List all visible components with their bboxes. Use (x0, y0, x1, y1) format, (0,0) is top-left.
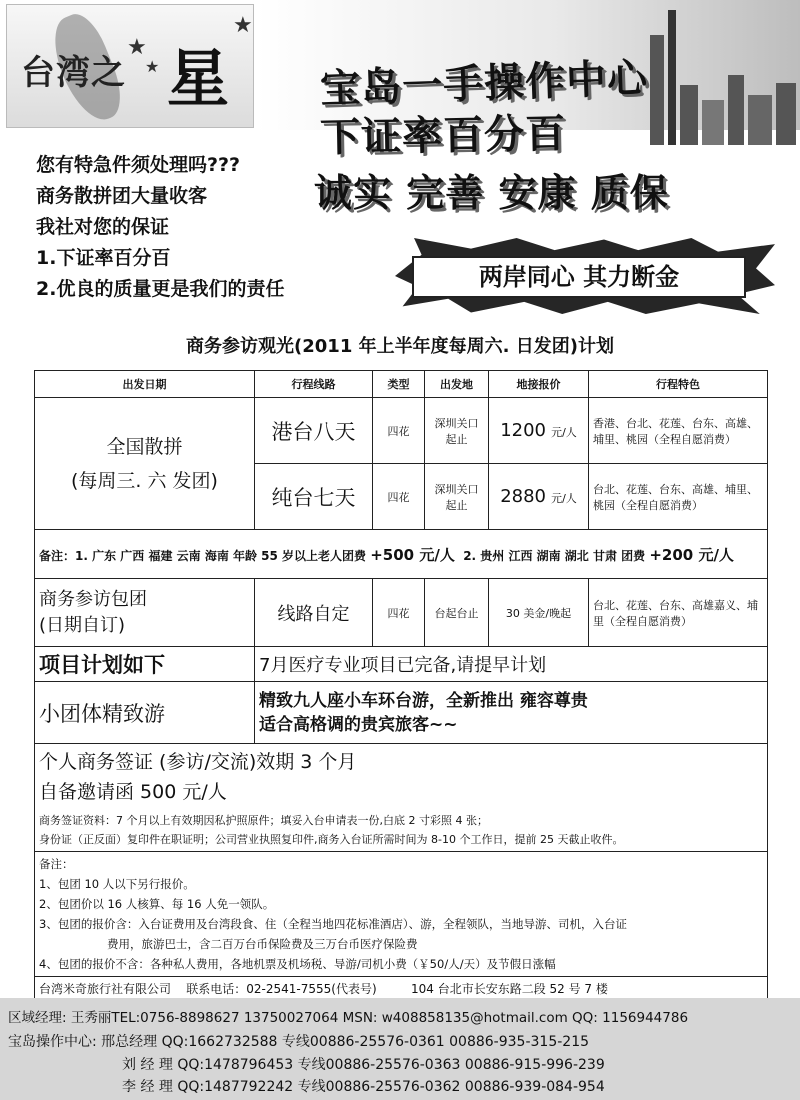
route-cell: 纯台七天 (255, 464, 373, 530)
visa-fee: 自备邀请函 500 元/人 (39, 780, 227, 803)
origin-cell: 深圳关口 起止 (425, 398, 489, 464)
logo (6, 4, 254, 128)
column-header: 出发日期 (35, 371, 255, 398)
price-cell (489, 398, 589, 464)
small-group-line: 适合高格调的贵宾旅客~~ (259, 714, 458, 735)
table-header-row (35, 371, 768, 398)
route-cell: 港台八天 (255, 398, 373, 464)
footer-line: 宝岛操作中心: 邢总经理 QQ:1662732588 专线00886-25576-0361 00886-935-315-215 (8, 1034, 590, 1050)
project-label: 项目计划如下 (35, 647, 255, 682)
itinerary-table (34, 370, 768, 1001)
remark-item: 4、包团的报价不含：各种私人费用，各地机票及机场税、导游/司机小费（￥50/人/天）及节假日涨幅 (39, 957, 556, 971)
origin-cell: 台起台止 (425, 579, 489, 647)
remarks-cell (35, 852, 768, 977)
city-skyline-image (630, 0, 800, 145)
origin-cell: 深圳关口 起止 (425, 464, 489, 530)
project-row (35, 647, 768, 682)
star-icon: ★ (127, 35, 147, 60)
note-part: 2. 贵州 江西 湖南 湖北 甘肃 团费 (463, 548, 650, 563)
visa-title: 个人商务签证 (参访/交流)效期 3 个月 (39, 750, 357, 773)
small-group-row (35, 682, 768, 744)
intro-line: 我社对您的保证 (36, 216, 170, 238)
price-note-row (35, 530, 768, 579)
company-name: 台湾米奇旅行社有限公司 (39, 982, 172, 996)
type-cell: 四花 (373, 398, 425, 464)
visa-row (35, 744, 768, 852)
column-header: 行程线路 (255, 371, 373, 398)
plan-title: 商务参访观光(2011 年上半年度每周六. 日发团)计划 (186, 336, 614, 357)
logo-text: 台湾之 (21, 53, 126, 93)
slogan-banner: 两岸同心 其力断金 (412, 256, 746, 298)
slogan-line-1: 宝岛一手操作中心 (319, 55, 649, 113)
footer-contacts (0, 998, 800, 1100)
note-label: 备注： (39, 548, 76, 563)
price-unit: 元/人 (551, 492, 577, 505)
column-header: 行程特色 (589, 371, 768, 398)
price-cell: 30 美金/晚起 (489, 579, 589, 647)
small-group-text (255, 682, 768, 744)
intro-line: 1.下证率百分百 (36, 247, 171, 269)
note-surcharge: +200 元/人 (649, 545, 734, 564)
remark-item: 3、包团的报价含：入台证费用及台湾段食、住（全程当地四花标准酒店）、游，全程领队，当地导游、司机，入台证 (39, 917, 628, 931)
business-name: 商务参访包团 (39, 588, 147, 610)
business-name-cell (35, 579, 255, 647)
group-schedule: (每周三. 六 发团) (71, 469, 218, 492)
small-group-label: 小团体精致游 (35, 682, 255, 744)
star-icon: ★ (145, 57, 160, 76)
feature-cell: 台北、花莲、台东、高雄、埔里、桃园（全程自愿消费） (589, 464, 768, 530)
route-cell: 线路自定 (255, 579, 373, 647)
intro-line: 2.优良的质量更是我们的责任 (36, 278, 285, 300)
project-text: 7月医疗专业项目已完备,请提早计划 (255, 647, 768, 682)
price-cell (489, 464, 589, 530)
type-cell: 四花 (373, 579, 425, 647)
note-part: 1. 广东 广西 福建 云南 海南 年龄 55 岁以上老人团费 (75, 548, 371, 563)
price-value: 2880 (500, 486, 546, 507)
feature-cell: 台北、花莲、台东、高雄嘉义、埔里（全程自愿消费） (589, 579, 768, 647)
price-unit: 元/人 (551, 426, 577, 439)
footer-line: 李 经 理 QQ:1487792242 专线00886-25576-0362 00886-939-084-954 (122, 1079, 605, 1095)
remark-item: 费用，旅游巴士，含二百万台币保险费及三万台币医疗保险费 (107, 937, 418, 951)
intro-list (36, 150, 284, 305)
intro-line: 商务散拼团大量收客 (36, 185, 208, 207)
remark-item: 1、包团 10 人以下另行报价。 (39, 877, 195, 891)
visa-docs: 身份证（正反面）复印件在职证明；公司营业执照复印件,商务入台证所需时间为 8-10 个工作日，提前 25 天截止收件。 (39, 832, 624, 846)
footer-line: 刘 经 理 QQ:1478796453 专线00886-25576-0363 00886-915-996-239 (122, 1057, 605, 1073)
column-header: 出发地 (425, 371, 489, 398)
remarks-row (35, 852, 768, 977)
slogan-line-2: 下证率百分百 (319, 110, 567, 162)
star-icon: ★ (233, 13, 253, 38)
group-cell (35, 398, 255, 530)
small-group-line: 精致九人座小车环台游，全新推出 雍容尊贵 (259, 690, 588, 711)
price-note (35, 530, 768, 579)
visa-cell (35, 744, 768, 852)
feature-cell: 香港、台北、花莲、台东、高雄、埔里、桃园（全程自愿消费） (589, 398, 768, 464)
type-cell: 四花 (373, 464, 425, 530)
company-row (35, 977, 768, 1001)
company-cell (35, 977, 768, 1001)
footer-line: 区域经理: 王秀丽TEL:0756-8898627 13750027064 MSN: w408858135@hotmail.com QQ: 1156944786 (8, 1010, 689, 1026)
visa-docs: 商务签证资料：7 个月以上有效期因私护照原件；填妥入台申请表一份,白底 2 寸彩照 4 张； (39, 813, 488, 827)
column-header: 地接报价 (489, 371, 589, 398)
header (0, 0, 800, 330)
slogan-line-3: 诚实 完善 安康 质保 (314, 171, 669, 215)
business-date: (日期自订) (39, 614, 126, 636)
group-name: 全国散拼 (106, 435, 183, 458)
company-address: 104 台北市长安东路二段 52 号 7 楼 (411, 982, 608, 996)
remarks-title: 备注： (39, 857, 74, 871)
remark-item: 2、包团价以 16 人核算、每 16 人免一领队。 (39, 897, 275, 911)
note-surcharge: +500 元/人 (370, 545, 455, 564)
logo-star-char: 星 (167, 42, 230, 115)
company-phone: 联系电话：02-2541-7555(代表号) (186, 982, 377, 996)
business-row (35, 579, 768, 647)
price-value: 1200 (500, 420, 546, 441)
table-row (35, 398, 768, 464)
column-header: 类型 (373, 371, 425, 398)
intro-line: 您有特急件须处理吗??? (36, 154, 241, 176)
